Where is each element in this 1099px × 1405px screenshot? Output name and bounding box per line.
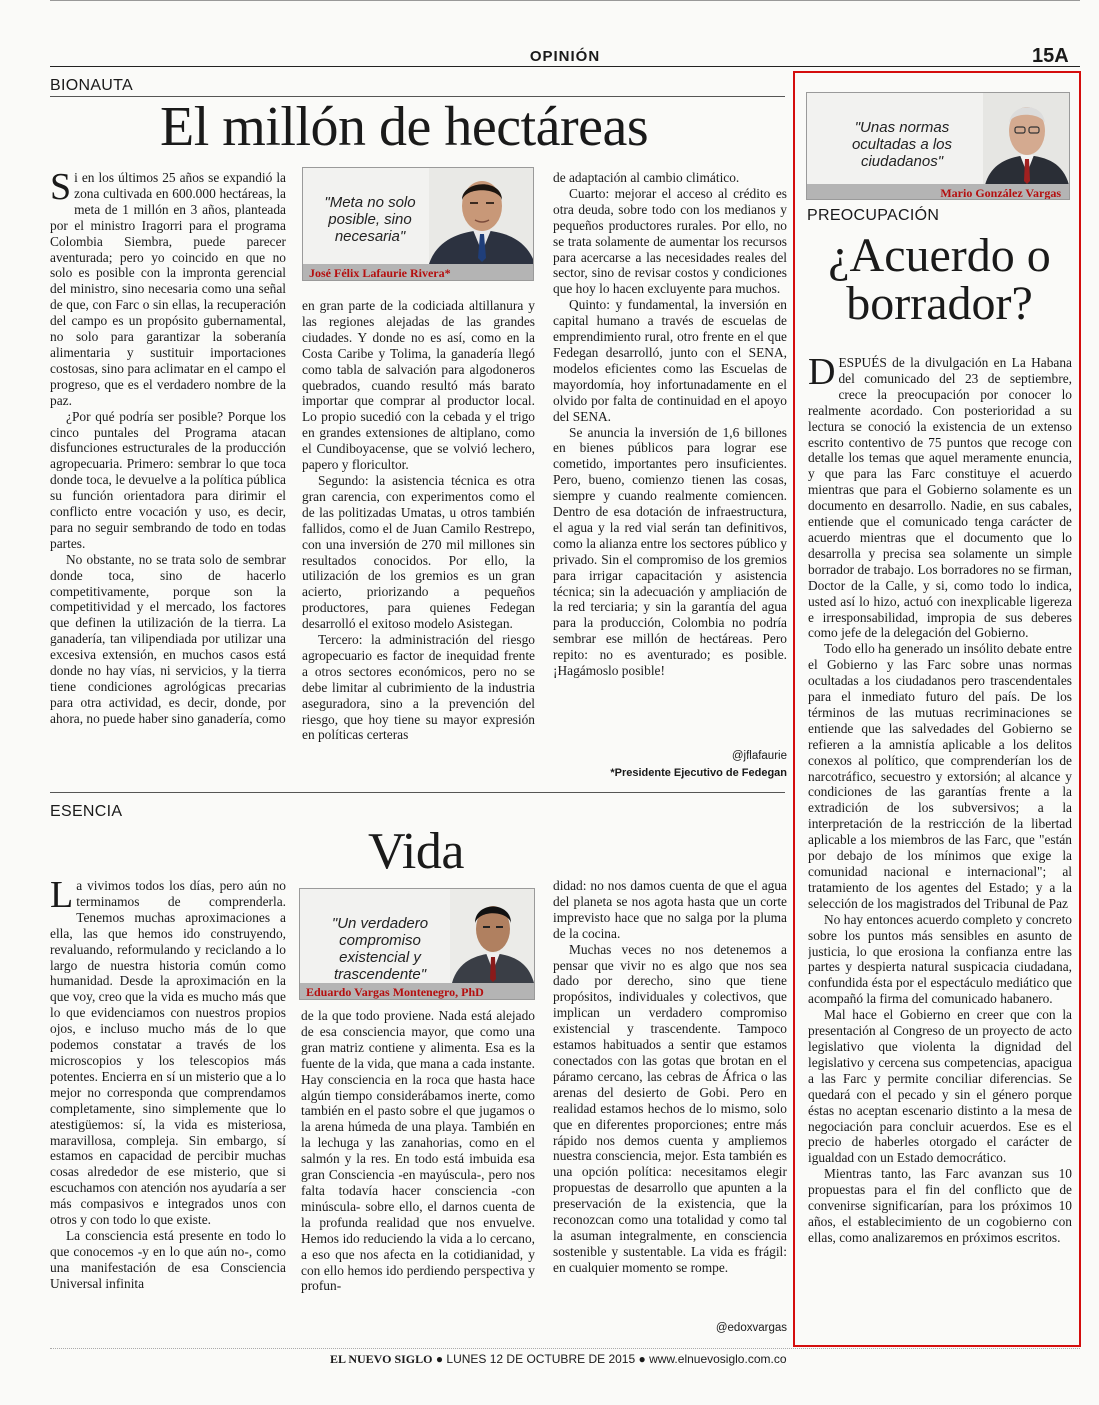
footer-url: www.elnuevosiglo.com.co bbox=[649, 1352, 787, 1366]
headline-acuerdo bbox=[807, 229, 1072, 330]
paragraph: didad: no nos damos cuenta de que el agua del planeta se nos agota hasta que un corte imprevisto hace que no salga por la pluma de la cocina. bbox=[553, 878, 787, 941]
headline-millon: El millón de hectáreas bbox=[160, 96, 649, 158]
paragraph: Tercero: la administración del riesgo agropecuario es factor de inequidad frente a otros sectores económicos, pero no se debe limitar al cubrimiento de la industria aseguradora, sino a la prevención del riesgo, que hoy tiene su mayor expresión en políticas certeras bbox=[302, 632, 535, 743]
section-name: OPINIÓN bbox=[529, 48, 601, 65]
paragraph: Cuarto: mejorar el acceso al crédito es otra deuda, sobre todo con los medianos y pequeños productores rurales. Por ello, no se trata solamente de aumentar los recursos para acercarse a las necesidades reales del sector, sino de revisar costos y condiciones que hoy lo hacen excluyente para muchos. bbox=[553, 185, 787, 297]
paragraph: Segundo: la asistencia técnica es otra gran carencia, con experimentos como el de las politizadas Umatas, u otros también fallidos, como el de Juan Camilo Restrepo, con una inversión de 270 mil millones sin resultados conocidos. Por ello, la utilización de los gremios es un gran acierto, priorizando a pequeños productores, para quienes Fedegan desarrolló el exitoso modelo Asistegan. bbox=[302, 472, 535, 632]
bullet-icon: ● bbox=[638, 1352, 650, 1366]
article2-col1 bbox=[50, 878, 286, 1338]
paragraph: Muchas veces no nos detenemos a pensar que vivir no es algo que nos sea dado por derecho, sino que tiene propósitos, individuales y colectivos, que implican un verdadero compromiso existencial y trascendente. Tampoco estamos habituados a sentir que estamos conectados con las gotas que brotan en el páramo cercano, las cebras de África o las arenas del desierto de Gobi. Pero en realidad estamos hechos de lo mismo, solo que en diferentes proporciones; entre más rápido nos demos cuenta y ampliemos nuestra consciencia, mejor. Esta también es una opción política: necesitamos elegir propuestas de desarrollo que apunten a la preservación de la existencia, que la reconozcan como una totalidad y como tal la asuman integralmente, en consciencia sostenible y sustentable. La vida es frágil: en cualquier momento se rompe. bbox=[553, 941, 787, 1275]
footer-rule bbox=[50, 1348, 1080, 1349]
author-byline: Mario González Vargas bbox=[807, 184, 1070, 200]
footer-paper: EL NUEVO SIGLO bbox=[330, 1352, 433, 1366]
quote-box-gonzalez bbox=[806, 92, 1070, 200]
dropcap: D bbox=[808, 355, 836, 393]
paragraph: Quinto: y fundamental, la inversión en capital humano a través de escuelas de emprendimiento rural, otro frente en el que Fedegan desarrolló, junto con el SENA, modelos eficientes como las Escuelas de mayordomía, hoy infortunadamente en el olvido por falta de continuidad en el apoyo del SENA. bbox=[553, 297, 787, 424]
quote-box-lafaurie bbox=[302, 167, 534, 281]
paragraph: Mientras tanto, las Farc avanzan sus 10 propuestas para el fin del conflicto que de convenirse significarían, para los próximos 10 años, el establecimiento de un cogobierno con ellas, como analizaremos en próximos escritos. bbox=[808, 1166, 1072, 1245]
article1-col1 bbox=[50, 170, 286, 780]
section-label-bionauta: BIONAUTA bbox=[50, 77, 134, 94]
article3-body bbox=[808, 355, 1072, 1335]
paragraph: a vivimos todos los días, pero aún no terminamos de comprenderla. Tenemos muchas aproximaciones a ella, las que hemos ido construyendo, revaluando, reformulando y reciclando a lo largo de nuestra historia común como humanidad. Desde la aproximación en la que voy, creo que la vida es mucho más que lo que evidenciamos con nuestros propios ojos, e incluso mucho más de lo que podemos constatar a través de los microscopios y los telescopios más potentes. Encierra en sí un misterio que a lo mejor no corresponda que comprendamos completamente, sino simplemente que lo atestigüemos: sí, la vida es misteriosa, maravillosa, compleja. Sin embargo, sí estamos en capacidad de percibir muchas cosas alrededor de ese misterio, que si escuchamos con atención nos ayudaría a ser más compasivos e integrados unos con otros y con todo lo que existe. bbox=[50, 878, 286, 1228]
pull-quote: "Meta no solo posible, sino necesaria" bbox=[324, 194, 416, 245]
top-rule bbox=[50, 0, 1080, 1]
section-label-preocupacion: PREOCUPACIÓN bbox=[807, 207, 940, 224]
lead-caps: ESPUÉS bbox=[838, 355, 887, 370]
pull-quote: "Un verdadero compromiso existencial y trascendente" bbox=[331, 915, 429, 983]
author-byline: Eduardo Vargas Montenegro, PhD bbox=[300, 983, 535, 1000]
section-label-esencia: ESENCIA bbox=[50, 803, 123, 820]
paragraph: La consciencia está presente en todo lo que conocemos -y en lo que aún no-, como una manifestación de esa Consciencia Universal infinita bbox=[50, 1227, 286, 1291]
paragraph: ¿Por qué podría ser posible? Porque los cinco puntales del Programa atacan disfunciones estructurales de la producción agropecuaria. Primero: sembrar lo que toca donde toca, le devuelve a la política pública su función orientadora para dirimir el conflicto entre vocación y uso, es decir, para no seguir sembrando de todo en todas partes. bbox=[50, 408, 286, 551]
quote-box-vargas bbox=[299, 888, 535, 1000]
author-portrait bbox=[983, 93, 1070, 185]
author-portrait bbox=[429, 168, 534, 264]
headline-line: ¿Acuerdo o bbox=[828, 229, 1051, 282]
dropcap: L bbox=[50, 878, 74, 916]
paragraph: de adaptación al cambio climático. bbox=[553, 170, 740, 185]
footer-date: LUNES 12 DE OCTUBRE DE 2015 bbox=[446, 1352, 636, 1366]
paragraph: Se anuncia la inversión de 1,6 billones en bienes públicos para lograr ese cometido, importantes pero insuficientes. Pero, bueno, comienzo tienen las cosas, siempre y cuando realmente comiencen. Dentro de esa dotación de infraestructura, el agua y la red vial serán tan definitivos, como la alianza entre los sectores público y privado. Sin el compromiso de los gremios para irrigar capacitación y asistencia técnica; sin la adecuación y ampliación de la red terciaria; y sin la garantía del agua para la producción, Colombia no podría sembrar ese millón de hectáreas. Pero repito: no es aventurado; es posible. ¡Hagámoslo posible! bbox=[553, 424, 787, 679]
article2-col3 bbox=[553, 878, 787, 1318]
bullet-icon: ● bbox=[435, 1352, 447, 1366]
headline-vida: Vida bbox=[368, 823, 464, 880]
pull-quote: "Unas normas ocultadas a los ciudadanos" bbox=[851, 119, 953, 170]
paragraph: Mal hace el Gobierno en creer que con la presentación al Congreso de un proyecto de acto legislativo que violenta la dignidad del legislativo y cercena sus competencias, apacigua a las Farc y permite conciliar diferencias. Se quedará con el pecado y sin el género porque éstas no aceptan escenario distinto a la mesa de negociación para concluir acuerdos. Ese es el precio de haberles otorgado el carácter de igualdad con un Estado democrático. bbox=[808, 1007, 1072, 1166]
twitter-handle: @jflafaurie bbox=[731, 750, 787, 762]
paragraph: de la que todo proviene. Nada está alejado de esa consciencia mayor, que como una gran matriz contiene y alimenta. Esa es la fuente de la vida, que mana a cada instante. Hay consciencia en la roca que hasta hace algún tiempo considerábamos inerte, como también en el pasto sobre el que jugamos o la arena húmeda de una playa. También en la lechuga y las zanahorias, como en el salmón y la res. En todo está imbuida esa gran Consciencia -en mayúscula-, pero nos falta todavía hacer consciencia -con minúscula- sobre ello, el darnos cuenta de la profunda realidad que nos envuelve. Hemos ido reduciendo la vida a lo cercano, a eso que nos afecta en la cotidianidad, y con ello hemos ido perdiendo perspectiva y profun- bbox=[301, 1008, 535, 1294]
section-divider bbox=[50, 792, 785, 793]
twitter-handle: @edoxvargas bbox=[715, 1322, 787, 1334]
author-footnote: *Presidente Ejecutivo de Fedegan bbox=[610, 767, 787, 779]
article1-col2 bbox=[302, 298, 535, 780]
paragraph: de la divulgación en La Habana del comunicado del 23 de septiembre, crece la preocupación por conocer lo realmente acordado. Con posterioridad a su lectura se conoció la existencia de un extenso escrito contentivo de 75 puntos que recoge con detalle los temas que aquel meramente enuncia, y que para las Farc constituye el acuerdo mientras que para el Gobierno solamente es un documento en desarrollo. Nadie, en sus cabales, entiende que el comunicado tenga carácter de acuerdo mientras que el documento que lo desarrolla y precisa sea solamente un simple borrador de trabajo. Los borradores no se firman, Doctor de la Calle, y si, como todo lo indica, usted así lo hizo, actuó con inexplicable ligereza e irresponsabilidad, impropia de sus deberes como jefe de la delegación del Gobierno. bbox=[808, 355, 1072, 641]
page-number: 15A bbox=[1032, 45, 1069, 67]
article1-col3 bbox=[553, 170, 787, 750]
paragraph: No hay entonces acuerdo completo y concreto sobre los puntos más sensibles en asunto de justicia, lo que erosiona la confianza entre las partes y despierta natural suspicacia ciudadana, confundida ésta por el espectáculo mediático que acompañó la firma del comunicado habanero. bbox=[808, 911, 1072, 1007]
article2-col2 bbox=[301, 1008, 535, 1338]
page-footer bbox=[330, 1352, 790, 1367]
paragraph: i en los últimos 25 años se expandió la zona cultivada en 600.000 hectáreas, la meta de 1 millón en 3 años, planteada por el ministro Iragorri para el programa Colombia Siembra, puede parecer aventurada; pero yo coincido en que no solo es posible con la impronta gerencial del ministro, sino necesaria como una señal de que, con Farc o sin ellas, la recuperación del campo es un propósito gubernamental, no solo para garantizar la soberanía alimentaria y sustituir importaciones costosas, sino para aclimatar en el campo el progreso, que es el verdadero nombre de la paz. bbox=[50, 170, 286, 408]
dropcap: S bbox=[50, 170, 72, 208]
headline-line: borrador? bbox=[846, 277, 1033, 330]
paragraph: en gran parte de la codiciada altillanura y las regiones alejadas de las grandes ciudades. Y donde no es así, como en la Costa Caribe y Tolima, la ganadería llegó como tabla de salvación para algodoneros quebrados, cuando resultó más barato importar que comprar al productor local. Lo propio sucedió con la cebada y el trigo en grandes extensiones de altiplano, como el Cundiboyacense, que se volvió lechero, papero y floricultor. bbox=[302, 298, 535, 473]
header-rule bbox=[50, 66, 1080, 67]
paragraph: Todo ello ha generado un insólito debate entre el Gobierno y las Farc sobre unas normas ocultadas a los ciudadanos pero trascendentales para el inmediato futuro del país. De los términos de las mutuas recriminaciones se entiende que las salvedades del Gobierno se refieren a la amnistía aplicable a los delitos conexos al político, que comprenderían los de narcotráfico, secuestro y extorsión; al alcance y condiciones de las garantías frente a la extradición de los subversivos; a la interpretación de la restricción de la libertad aplicable a los miembros de las Farc, que "están por debajo de los mínimos que exige la comunidad nacional e internacional"; al tratamiento de los agentes del Estado; y a la selección de los magistrados del Tribunal de Paz bbox=[808, 641, 1072, 911]
author-portrait bbox=[450, 889, 535, 983]
author-byline: José Félix Lafaurie Rivera* bbox=[303, 264, 534, 281]
paragraph: No obstante, no se trata solo de sembrar donde toca, sino de hacerlo competitivamente, porque son la competitividad y el mercado, los factores que definen la utilización de la tierra. La ganadería, tan vilipendiada por utilizar una excesiva extensión, en muchos casos está donde no hay vías, ni servicios, y la tierra tiene condiciones agrológicas precarias para otra actividad, es decir, donde, por ahora, no puede haber sino ganadería, como bbox=[50, 551, 286, 726]
